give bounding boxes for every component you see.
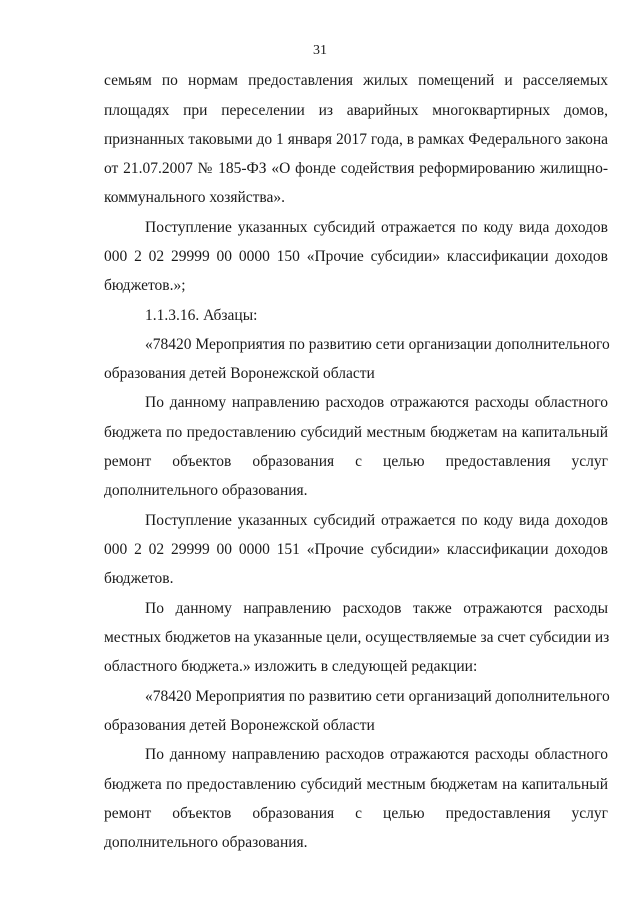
- text-line: образования детей Воронежской области: [104, 365, 375, 382]
- text-line: образования детей Воронежской области: [104, 717, 375, 734]
- text-line: дополнительного образования.: [104, 482, 308, 499]
- text-line: областного бюджета.» изложить в следующей редакции:: [104, 658, 478, 675]
- text-line: дополнительного образования.: [104, 834, 308, 851]
- text-line: площадях при переселении из аварийных многоквартирных домов,: [104, 102, 608, 119]
- text-line: местных бюджетов на указанные цели, осуществляемые за счет субсидии из: [104, 629, 610, 646]
- text-line: 1.1.3.16. Абзацы:: [145, 307, 258, 324]
- text-line: бюджета по предоставлению субсидий местным бюджетам на капитальный: [104, 424, 608, 441]
- text-line: По данному направлению расходов отражаются расходы областного: [145, 394, 608, 411]
- text-line: бюджетов.»;: [104, 277, 186, 294]
- text-line: «78420 Мероприятия по развитию сети организации дополнительного: [145, 336, 610, 353]
- text-line: «78420 Мероприятия по развитию сети организаций дополнительного: [145, 688, 610, 705]
- text-line: признанных таковыми до 1 января 2017 года, в рамках Федерального закона: [104, 131, 608, 148]
- text-line: По данному направлению расходов отражаются расходы областного: [145, 746, 608, 763]
- text-line: от 21.07.2007 № 185-ФЗ «О фонде содействия реформированию жилищно-: [104, 160, 608, 177]
- text-line: ремонт объектов образования с целью предоставления услуг: [104, 805, 608, 822]
- text-line: коммунального хозяйства».: [104, 189, 286, 206]
- text-line: Поступление указанных субсидий отражается по коду вида доходов: [145, 512, 608, 529]
- text-line: По данному направлению расходов также отражаются расходы: [145, 600, 608, 617]
- text-line: семьям по нормам предоставления жилых помещений и расселяемых: [104, 72, 608, 89]
- text-line: Поступление указанных субсидий отражается по коду вида доходов: [145, 219, 608, 236]
- text-line: бюджета по предоставлению субсидий местным бюджетам на капитальный: [104, 776, 608, 793]
- text-line: бюджетов.: [104, 570, 174, 587]
- text-line: 000 2 02 29999 00 0000 150 «Прочие субсидии» классификации доходов: [104, 248, 608, 265]
- text-line: 000 2 02 29999 00 0000 151 «Прочие субсидии» классификации доходов: [104, 541, 608, 558]
- text-line: ремонт объектов образования с целью предоставления услуг: [104, 453, 608, 470]
- page-number: 31: [313, 43, 327, 58]
